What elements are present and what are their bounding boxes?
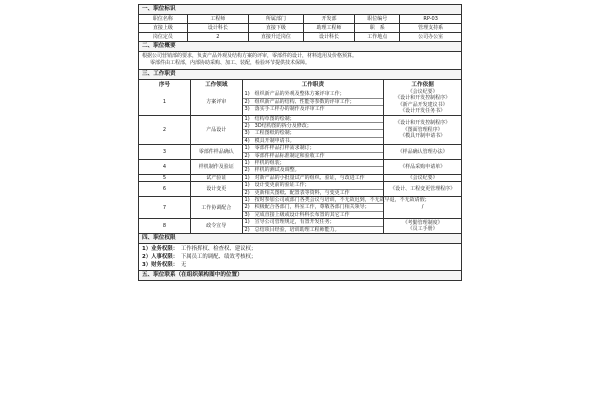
duty-area: 政令宣导 (191, 219, 243, 234)
duty-item: 2) 组织新产品的结构、性能等参数的评审工作； (243, 99, 384, 106)
duty-items (242, 196, 430, 218)
duty-basis (384, 115, 461, 145)
duty-basis (384, 182, 461, 197)
duty-item: 1) 对新产品的小批量试产的组织、验证，与改进工作 (244, 174, 365, 181)
cell-label: 职位编号 (355, 15, 400, 24)
duty-item: 2) 3D结构图的拆分及修改； (243, 123, 384, 130)
authority-value: 下属员工的调配、绩效考核权； (180, 253, 257, 260)
section-summary-title: 二、职位概要 (139, 42, 461, 52)
authority-label: 2）人事权限： (142, 253, 176, 260)
cell-value: 工程师 (187, 15, 248, 24)
section-authority-title: 四、职位权限 (139, 234, 461, 244)
basis-doc: 《设计和开发控制程序》 (395, 95, 451, 102)
authority-label: 3）财务权限： (142, 261, 176, 268)
duty-basis (384, 219, 461, 234)
duty-area: 方案评审 (191, 89, 243, 115)
authority-value: 无 (180, 261, 187, 268)
duty-area: 样机制作及验证 (191, 159, 243, 174)
cell-value: 管理支持系 (400, 24, 461, 33)
duty-no: 7 (139, 196, 191, 218)
duty-items (242, 145, 384, 160)
duty-row (139, 89, 461, 115)
basis-doc: 《设计和开发控制程序》 (395, 120, 451, 127)
summary-text (139, 52, 461, 70)
header-duty: 工作职责 (242, 80, 384, 89)
identity-row-2 (139, 24, 461, 33)
job-description-document (138, 4, 462, 281)
duty-basis (384, 159, 461, 174)
duty-area: 零部件样品确认 (191, 145, 243, 160)
duty-item: 2) 总结项目经验，培训助理工程师能力。 (244, 226, 340, 233)
cell-value: RP-03 (400, 15, 461, 24)
duty-items (242, 89, 384, 115)
cell-label: 岗位定员 (139, 33, 187, 42)
cell-value: 设计科长 (187, 24, 248, 33)
authority-value: 工作指挥权、检查权、建议权； (180, 245, 257, 252)
cell-label: 所属部门 (248, 15, 303, 24)
duty-no: 8 (139, 219, 191, 234)
section-duties-title: 三、工作职责 (139, 70, 461, 80)
section-identity-title: 一、职位标识 (139, 5, 461, 15)
duty-item: 1) 结构草图的绘制； (243, 116, 384, 123)
duty-basis (384, 174, 461, 181)
duties-body (139, 89, 461, 233)
duty-no: 5 (139, 174, 191, 181)
duty-item: 2) 积极配合各部门，科室工作，尊敬各部门相关领导； (243, 204, 384, 211)
cell-value: 开发部 (303, 15, 355, 24)
duty-items (242, 174, 384, 181)
section-relation-title: 五、职位联系（在组织架构图中的位置） (139, 271, 461, 280)
duty-items (242, 115, 384, 145)
basis-doc: 《样品确认管理办法》 (397, 148, 448, 155)
duty-item: 2) 更新相关图纸、配置表等资料，与变更工作 (244, 189, 350, 196)
duty-no: 1 (139, 89, 191, 115)
duty-row (139, 115, 461, 145)
header-area: 工作领域 (191, 80, 243, 89)
cell-label: 工作地点 (355, 33, 400, 42)
duty-item: 2) 零部件样品标准制定和验收工作 (244, 152, 325, 159)
duty-area: 产品设计 (191, 115, 243, 145)
cell-value: 设计科长 (303, 33, 355, 42)
cell-label: 直接升迁岗位 (248, 33, 303, 42)
duty-row (139, 145, 461, 160)
authority-item (142, 253, 458, 261)
duty-item: 1) 按时参加公司或部门各类会议与培训，不无故迟到，不无故早退，不无故请假； (244, 196, 430, 203)
duty-item: 1) 设计变更前的验证工作； (243, 182, 384, 189)
basis-doc: / (421, 204, 424, 211)
identity-table (139, 15, 461, 42)
duty-item: 1) 样机的组装； (243, 160, 384, 167)
basis-doc: 《设计开发任务书》 (400, 108, 446, 115)
cell-label: 职位名称 (139, 15, 187, 24)
cell-label: 职 系 (355, 24, 400, 33)
duty-item: 4) 模具开制申请书。 (244, 137, 295, 144)
authority-label: 1）业务权限： (142, 245, 176, 252)
basis-doc: 《新产品开发建议书》 (397, 101, 448, 108)
basis-doc: 《会议纪要》 (407, 89, 438, 95)
duty-item: 3) 工程图纸的绘制； (243, 130, 384, 137)
duty-item: 1) 宣导公司管理规定，有置开发任务； (243, 219, 384, 226)
authority-item (142, 261, 458, 269)
basis-doc: 《员工手册》 (407, 226, 438, 232)
duty-row (139, 159, 461, 174)
duty-no: 4 (139, 159, 191, 174)
header-basis: 工作依据 (384, 80, 461, 89)
duty-row (139, 174, 461, 181)
basis-doc: 《设计、工程变更管理程序》 (390, 185, 456, 192)
summary-line: 零部件由工程部，内部协助采购、加工、装配，检验环节提供技术保障。 (150, 59, 311, 66)
identity-row-3 (139, 33, 461, 42)
duty-item: 1) 组织新产品的外观及整体方案评审工作； (243, 91, 384, 98)
cell-value: 公司办公室 (400, 33, 461, 42)
duty-no: 6 (139, 182, 191, 197)
duty-items (242, 219, 384, 234)
cell-value: 助理工程师 (303, 24, 355, 33)
duties-table (139, 80, 461, 234)
duty-item: 3) 完成直接上级或设计科科长布置的其它工作 (244, 211, 350, 218)
duty-item: 3) 落实手工样办的制作及评审工作 (244, 106, 325, 112)
duty-area: 工作协调配合 (191, 196, 243, 218)
basis-doc: 《会议纪要》 (407, 174, 438, 181)
duty-items (242, 159, 384, 174)
basis-doc: 《模具开制申请书》 (400, 133, 446, 140)
identity-row-1 (139, 15, 461, 24)
duty-no: 3 (139, 145, 191, 160)
basis-doc: 《考勤管理制度》 (402, 219, 443, 226)
basis-doc: 《样品采购申请单》 (400, 163, 446, 170)
duty-item: 1) 零部件样品打样需求制订； (243, 145, 384, 152)
duty-basis (384, 145, 461, 160)
duty-area: 试产验证 (191, 174, 243, 181)
duties-header-row (139, 80, 461, 89)
cell-label: 直接下级 (248, 24, 303, 33)
duty-area: 设计变更 (191, 182, 243, 197)
duty-no: 2 (139, 115, 191, 145)
duty-basis (384, 89, 461, 115)
summary-line: 根据公司营销部的要求，负责产品外观及结构方案的评审，零部件的设计，材料选用及价格预算。 (142, 53, 358, 59)
duty-row (139, 182, 461, 197)
duty-item: 2) 样机的测试及调整。 (244, 167, 300, 174)
header-no: 序号 (139, 80, 191, 89)
cell-value: 2 (187, 33, 248, 42)
duty-items (242, 182, 384, 197)
authority-list (139, 244, 461, 271)
duty-row (139, 219, 461, 234)
cell-label: 直接上级 (139, 24, 187, 33)
duty-row (139, 196, 461, 218)
basis-doc: 《图面管理程序》 (402, 126, 443, 133)
authority-item (142, 245, 458, 253)
